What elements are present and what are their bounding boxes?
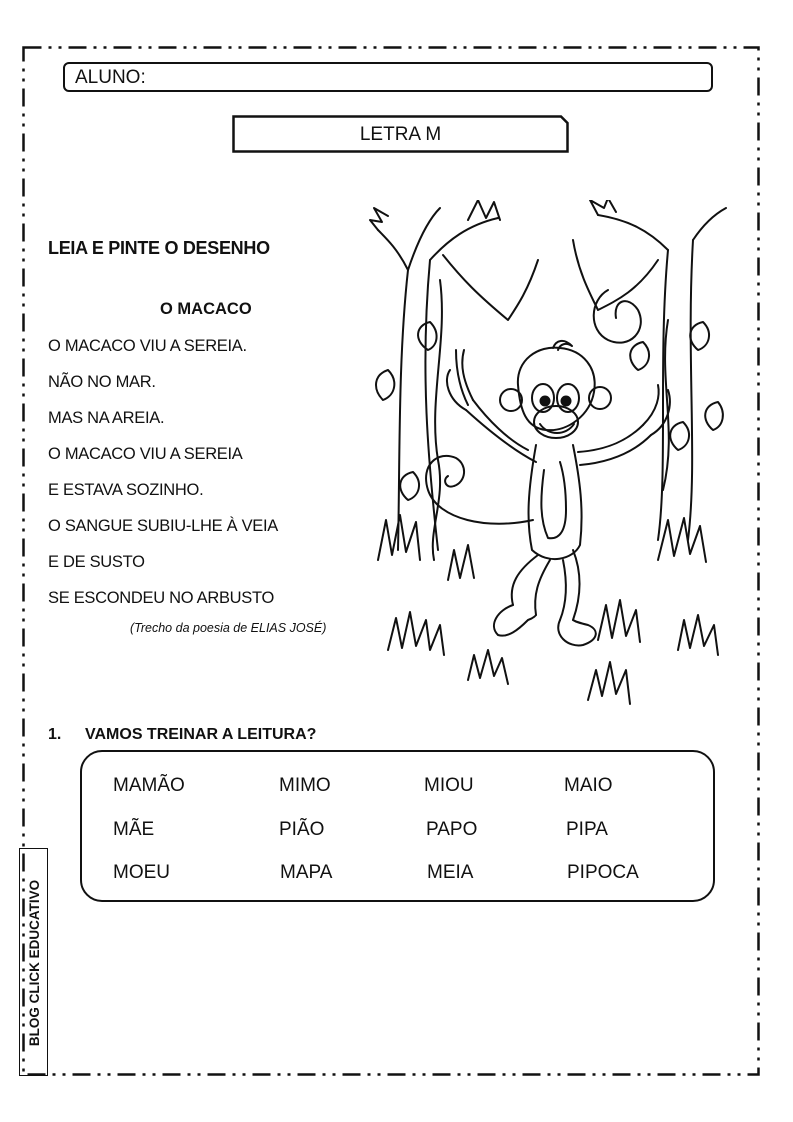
reading-word: MOEU	[113, 862, 170, 883]
poem-line: MAS NA AREIA.	[48, 409, 165, 427]
reading-word: MAMÃO	[113, 775, 185, 796]
blog-brand-tab	[19, 848, 48, 1076]
student-name-field[interactable]	[63, 62, 713, 92]
activity-instruction: LEIA E PINTE O DESENHO	[48, 238, 270, 258]
monkey-illustration	[368, 200, 730, 710]
reading-word: MIMO	[279, 775, 331, 796]
poem-line: E DE SUSTO	[48, 553, 145, 571]
reading-word: PIPA	[566, 819, 608, 840]
reading-word: MAIO	[564, 775, 613, 796]
reading-word: MAPA	[280, 862, 333, 883]
word-list-box	[80, 750, 715, 902]
poem-line: O MACACO VIU A SEREIA	[48, 445, 243, 463]
question-number: 1.	[48, 726, 62, 743]
reading-word: MEIA	[427, 862, 474, 883]
reading-word: PIPOCA	[567, 862, 639, 883]
reading-word: PAPO	[426, 819, 478, 840]
blog-brand-label: BLOG CLICK EDUCATIVO	[27, 879, 42, 1047]
page-title-badge	[232, 115, 569, 153]
student-name-label: ALUNO:	[75, 67, 146, 88]
reading-word: MIOU	[424, 775, 474, 796]
poem-line: O SANGUE SUBIU-LHE À VEIA	[48, 517, 278, 535]
reading-word: MÃE	[113, 819, 155, 840]
reading-word: PIÃO	[279, 819, 325, 840]
poem-line: SE ESCONDEU NO ARBUSTO	[48, 589, 274, 607]
poem-credit: (Trecho da poesia de ELIAS JOSÉ)	[130, 621, 327, 635]
poem-title: O MACACO	[160, 300, 252, 318]
page-title: LETRA M	[359, 124, 442, 145]
poem-line: NÃO NO MAR.	[48, 373, 156, 391]
poem-line: O MACACO VIU A SEREIA.	[48, 337, 247, 355]
question-text: VAMOS TREINAR A LEITURA?	[85, 726, 317, 743]
poem-line: E ESTAVA SOZINHO.	[48, 481, 204, 499]
